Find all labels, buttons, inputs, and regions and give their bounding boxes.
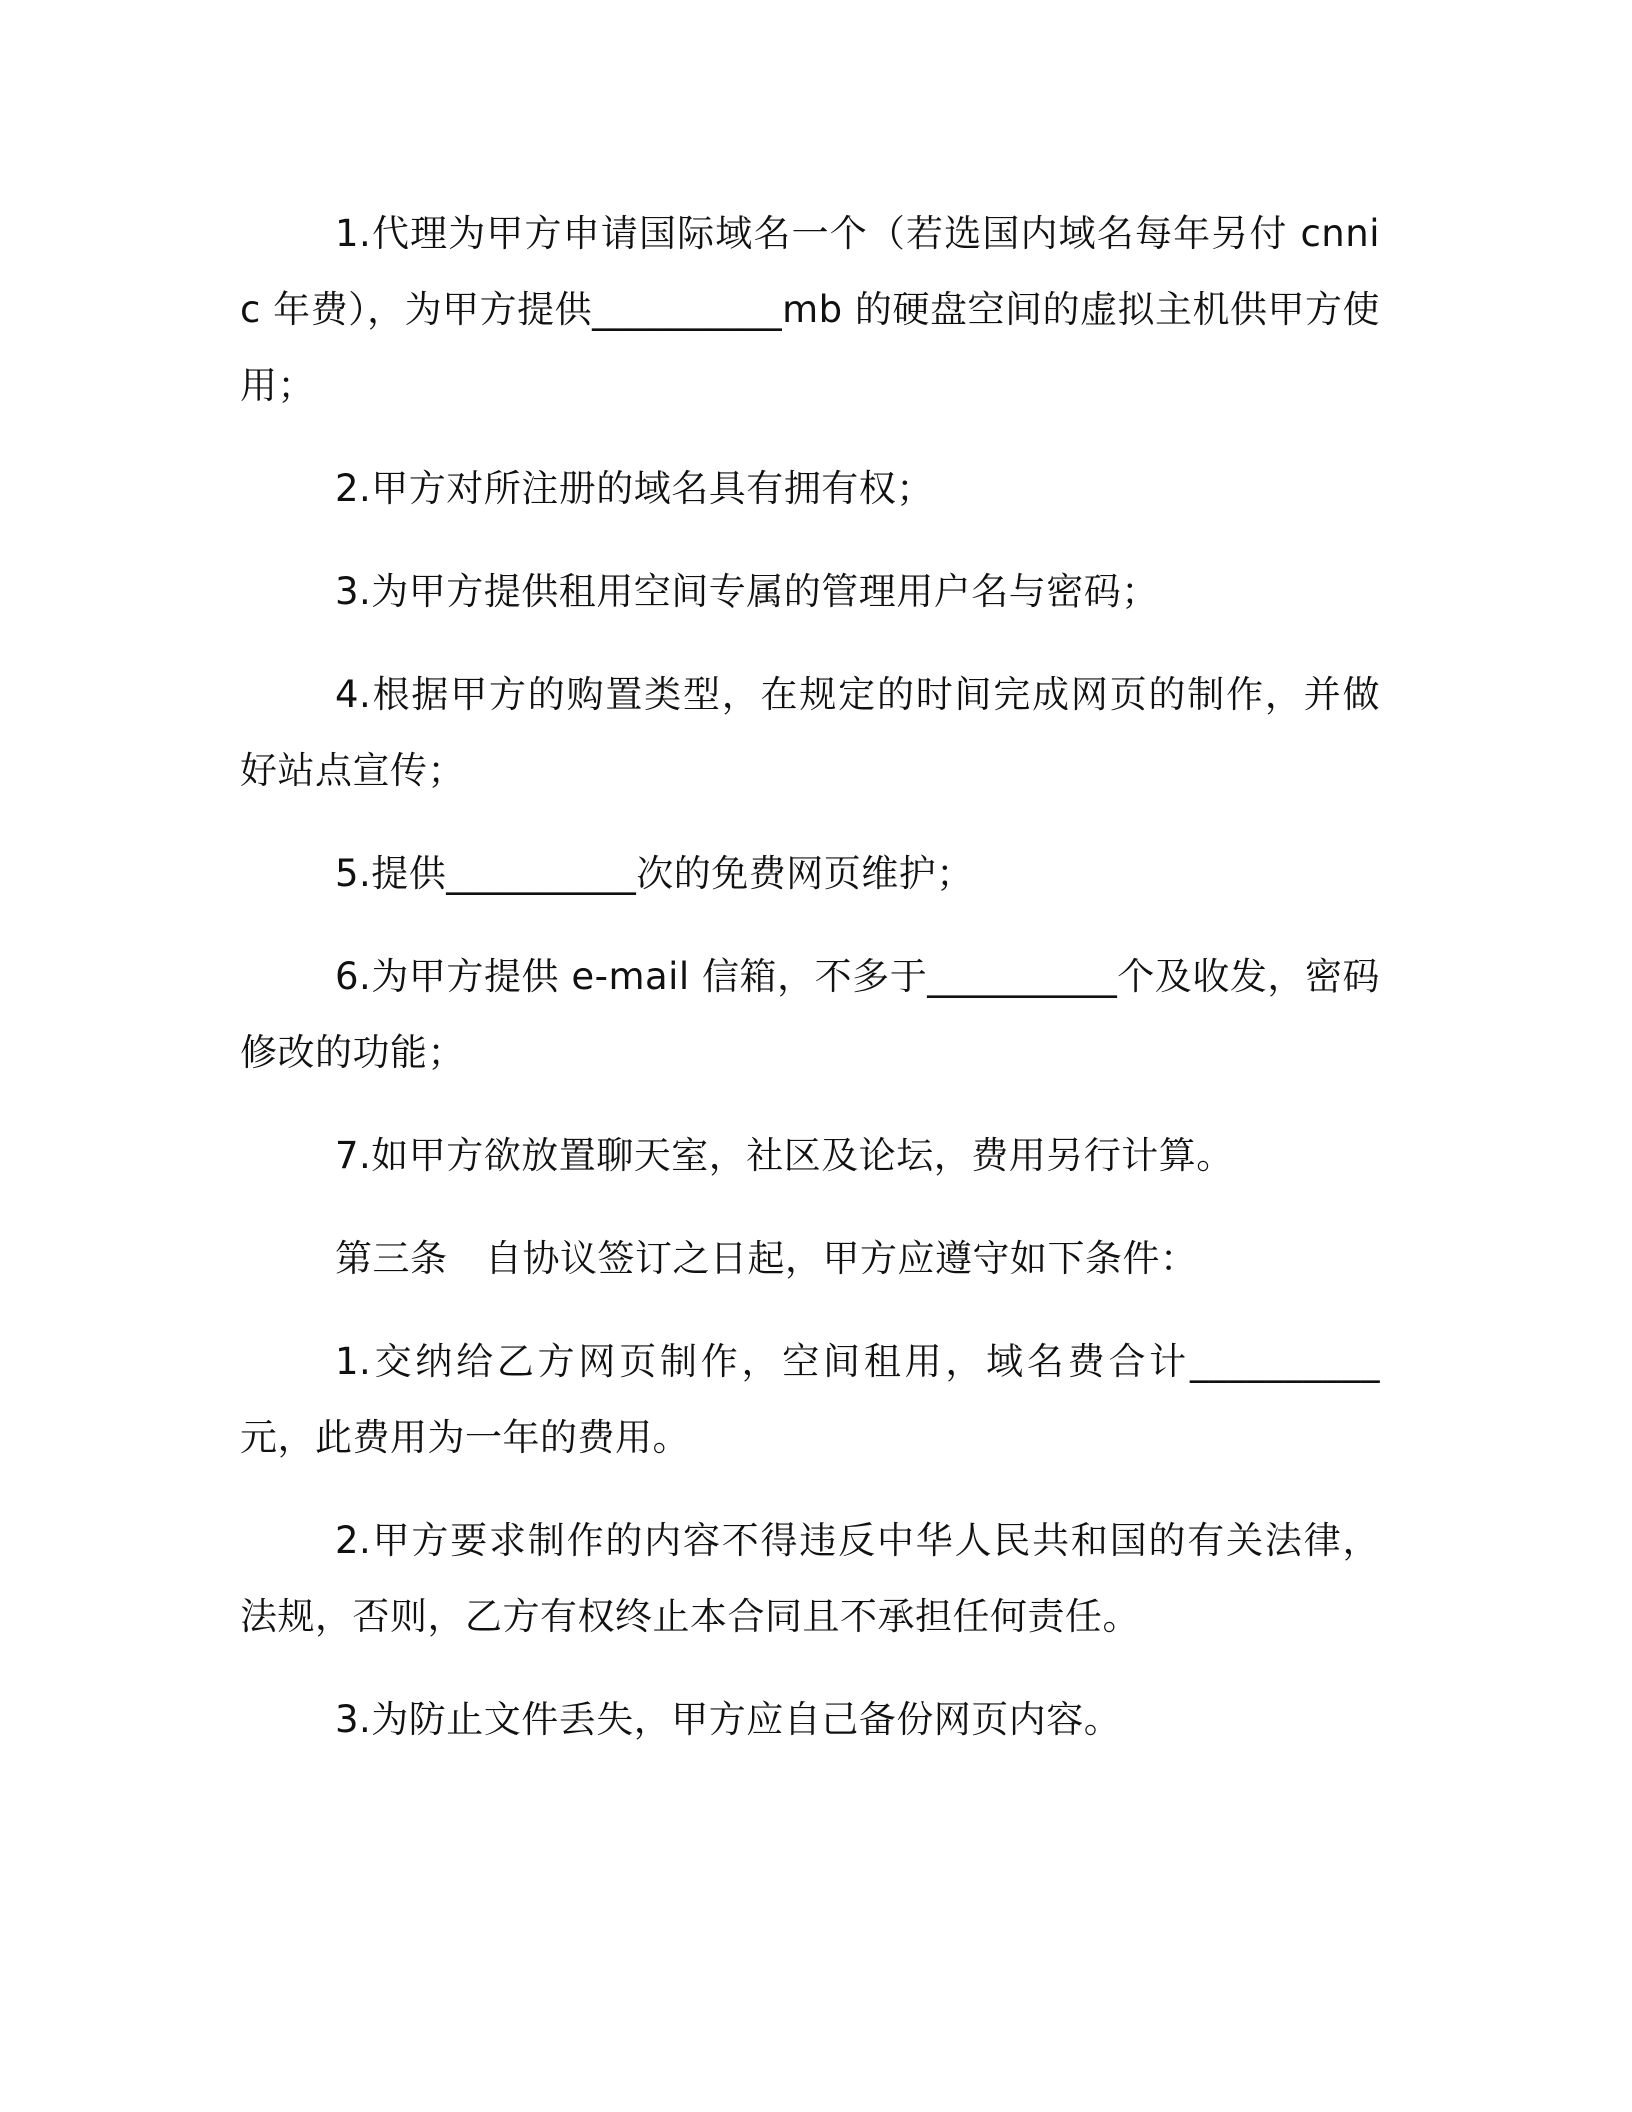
clause-paragraph: 7.如甲方欲放置聊天室，社区及论坛，费用另行计算。	[335, 1134, 1234, 1177]
clause-paragraph: 1.交纳给乙方网页制作，空间租用，域名费合计__________元，此费用为一年的费用。	[240, 1340, 1380, 1459]
clause-paragraph: 1.代理为甲方申请国际域名一个（若选国内域名每年另付 cnnic 年费），为甲方提供__________mb 的硬盘空间的虚拟主机供甲方使用；	[240, 212, 1380, 407]
clause-paragraph: 6.为甲方提供 e-mail 信箱，不多于__________个及收发，密码修改的功能；	[240, 955, 1380, 1074]
clause-paragraph: 2.甲方对所注册的域名具有拥有权；	[335, 467, 934, 510]
clause-paragraph: 3.为甲方提供租用空间专属的管理用户名与密码；	[335, 570, 1159, 613]
clause-paragraph: 4.根据甲方的购置类型，在规定的时间完成网页的制作，并做好站点宣传；	[240, 673, 1380, 792]
article-heading: 第三条 自协议签订之日起，甲方应遵守如下条件：	[335, 1237, 1198, 1280]
clause-paragraph: 2.甲方要求制作的内容不得违反中华人民共和国的有关法律，法规，否则，乙方有权终止本合同且不承担任何责任。	[240, 1519, 1380, 1638]
clause-paragraph: 5.提供__________次的免费网页维护；	[335, 852, 974, 895]
document-page	[240, 196, 1380, 1785]
clause-paragraph: 3.为防止文件丢失，甲方应自己备份网页内容。	[335, 1698, 1122, 1741]
